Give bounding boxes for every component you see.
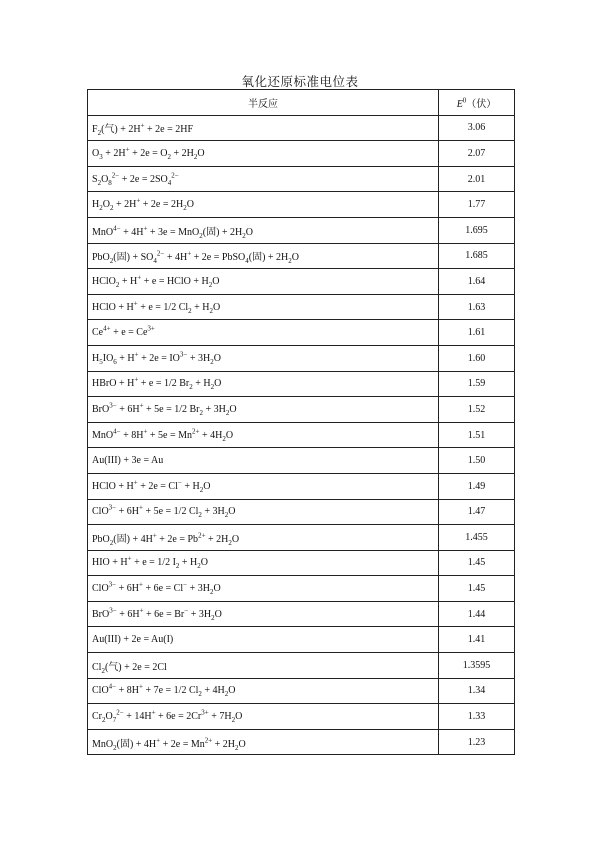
- table-row: [88, 576, 515, 602]
- potential-value-cell: 2.01: [439, 166, 515, 192]
- potential-value-cell: 1.34: [439, 678, 515, 704]
- potential-value-cell: 1.63: [439, 294, 515, 320]
- potential-value-cell: 1.44: [439, 601, 515, 627]
- potential-value-cell: 1.45: [439, 550, 515, 576]
- half-reaction-cell: Au(III) + 2e = Au(I): [88, 627, 439, 653]
- half-reaction-cell: $Cl_2$(气) + 2e = 2Cl: [88, 653, 439, 679]
- potential-value-cell: 1.3595: [439, 653, 515, 679]
- table-row: [88, 294, 515, 320]
- table-row: [88, 217, 515, 243]
- potential-value-cell: 1.685: [439, 243, 515, 269]
- table-row: [88, 678, 515, 704]
- half-reaction-cell: $H_2O_2 + 2H^+ + 2e = 2H_2O$: [88, 192, 439, 218]
- half-reaction-cell: MnO$_2$(固) + $4H^+ + 2e = Mn^{2+} + 2H_2O$: [88, 729, 439, 755]
- page-title: 氧化还原标准电位表: [241, 75, 359, 89]
- half-reaction-cell: $F_2$(气) + 2H+ + 2e = 2HF: [88, 115, 439, 141]
- table-row: [88, 448, 515, 474]
- table-row: [88, 525, 515, 551]
- half-reaction-cell: $S_2O_8^{2-} + 2e = 2SO_4^{2-}$: [88, 166, 439, 192]
- potential-value-cell: 1.52: [439, 397, 515, 423]
- potential-value-cell: 1.47: [439, 499, 515, 525]
- potential-symbol: E: [456, 98, 463, 110]
- potential-value-cell: 1.455: [439, 525, 515, 551]
- half-reaction-cell: $MnO^{4-} + 8H^+ + 5e = Mn^{2+} + 4H_2O$: [88, 422, 439, 448]
- table-row: [88, 269, 515, 295]
- half-reaction-cell: $Ce^{4+} + e = Ce^{3+}$: [88, 320, 439, 346]
- potential-value-cell: 1.51: [439, 422, 515, 448]
- table-row: [88, 166, 515, 192]
- header-half-reaction: 半反应: [88, 90, 439, 116]
- potential-value-cell: 1.49: [439, 473, 515, 499]
- half-reaction-cell: $BrO^{3-} + 6H^+ + 6e = Br^- + 3H_2O$: [88, 601, 439, 627]
- potential-value-cell: 1.50: [439, 448, 515, 474]
- half-reaction-cell: ClO$^{4-}$ + 8H+ + 7e = 1/2 $Cl_2 + 4H_2O$: [88, 678, 439, 704]
- table-row: [88, 320, 515, 346]
- half-reaction-cell: HClO + H+ + e = 1/2 $Cl_2 + H_2O$: [88, 294, 439, 320]
- half-reaction-cell: BrO$^{3-}$ + 6H+ + 5e = 1/2 $Br_2 + 3H_2O$: [88, 397, 439, 423]
- half-reaction-cell: PbO$_2$(固) + $4H^+ + 2e = Pb^{2+} + 2H_2O$: [88, 525, 439, 551]
- table-header-row: [88, 90, 515, 116]
- potential-table: [87, 89, 515, 755]
- potential-value-cell: 1.59: [439, 371, 515, 397]
- potential-value-cell: 2.07: [439, 141, 515, 167]
- table-row: [88, 371, 515, 397]
- half-reaction-cell: $O_3 + 2H^+ + 2e = O_2 + 2H_2O$: [88, 141, 439, 167]
- table-row: [88, 601, 515, 627]
- table-row: [88, 397, 515, 423]
- table-row: [88, 243, 515, 269]
- half-reaction-cell: HClO + $H^+ + 2e = Cl^- + H_2O$: [88, 473, 439, 499]
- half-reaction-cell: $Cr_2O_7^{2-} + 14H^+ + 6e = 2Cr^{3+} + 7H_2O$: [88, 704, 439, 730]
- potential-value-cell: 1.77: [439, 192, 515, 218]
- potential-value-cell: 1.61: [439, 320, 515, 346]
- potential-value-cell: 1.45: [439, 576, 515, 602]
- table-row: [88, 345, 515, 371]
- potential-superscript: 0: [462, 96, 467, 105]
- potential-value-cell: 3.06: [439, 115, 515, 141]
- table-row: [88, 422, 515, 448]
- table-row: [88, 704, 515, 730]
- table-row: [88, 473, 515, 499]
- table-row: [88, 141, 515, 167]
- table-row: [88, 499, 515, 525]
- half-reaction-cell: ClO$^{3-}$ + 6H+ + 5e = 1/2 $Cl_2 + 3H_2O$: [88, 499, 439, 525]
- half-reaction-cell: MnO$^{4-}$ + 4H+ + 3e = MnO$_2$(固) + $2H_2O$: [88, 217, 439, 243]
- half-reaction-cell: $H_5IO_6 + H^+ + 2e = IO^{3-} + 3H_2O$: [88, 345, 439, 371]
- potential-value-cell: 1.64: [439, 269, 515, 295]
- table-row: [88, 115, 515, 141]
- half-reaction-cell: Au(III) + 3e = Au: [88, 448, 439, 474]
- table-row: [88, 550, 515, 576]
- table-row: [88, 653, 515, 679]
- half-reaction-cell: HBrO + H+ + e = 1/2 $Br_2 + H_2O$: [88, 371, 439, 397]
- potential-unit: （伏）: [466, 98, 497, 110]
- potential-value-cell: 1.33: [439, 704, 515, 730]
- table-row: [88, 627, 515, 653]
- potential-value-cell: 1.60: [439, 345, 515, 371]
- table-row: [88, 192, 515, 218]
- table-row: [88, 729, 515, 755]
- potential-value-cell: 1.695: [439, 217, 515, 243]
- potential-value-cell: 1.23: [439, 729, 515, 755]
- half-reaction-cell: HIO + H+ + e = 1/2 $I_2 + H_2O$: [88, 550, 439, 576]
- half-reaction-cell: PbO$_2$(固) + $SO_4^{2-} + 4H^+ + 2e$ = PbSO$_4$(固) + $2H_2O$: [88, 243, 439, 269]
- header-standard-potential: [439, 90, 515, 116]
- half-reaction-cell: $ClO^{3-} + 6H^+ + 6e = Cl^- + 3H_2O$: [88, 576, 439, 602]
- half-reaction-cell: HClO$_2$ + H+ + e = HClO + $H_2O$: [88, 269, 439, 295]
- potential-value-cell: 1.41: [439, 627, 515, 653]
